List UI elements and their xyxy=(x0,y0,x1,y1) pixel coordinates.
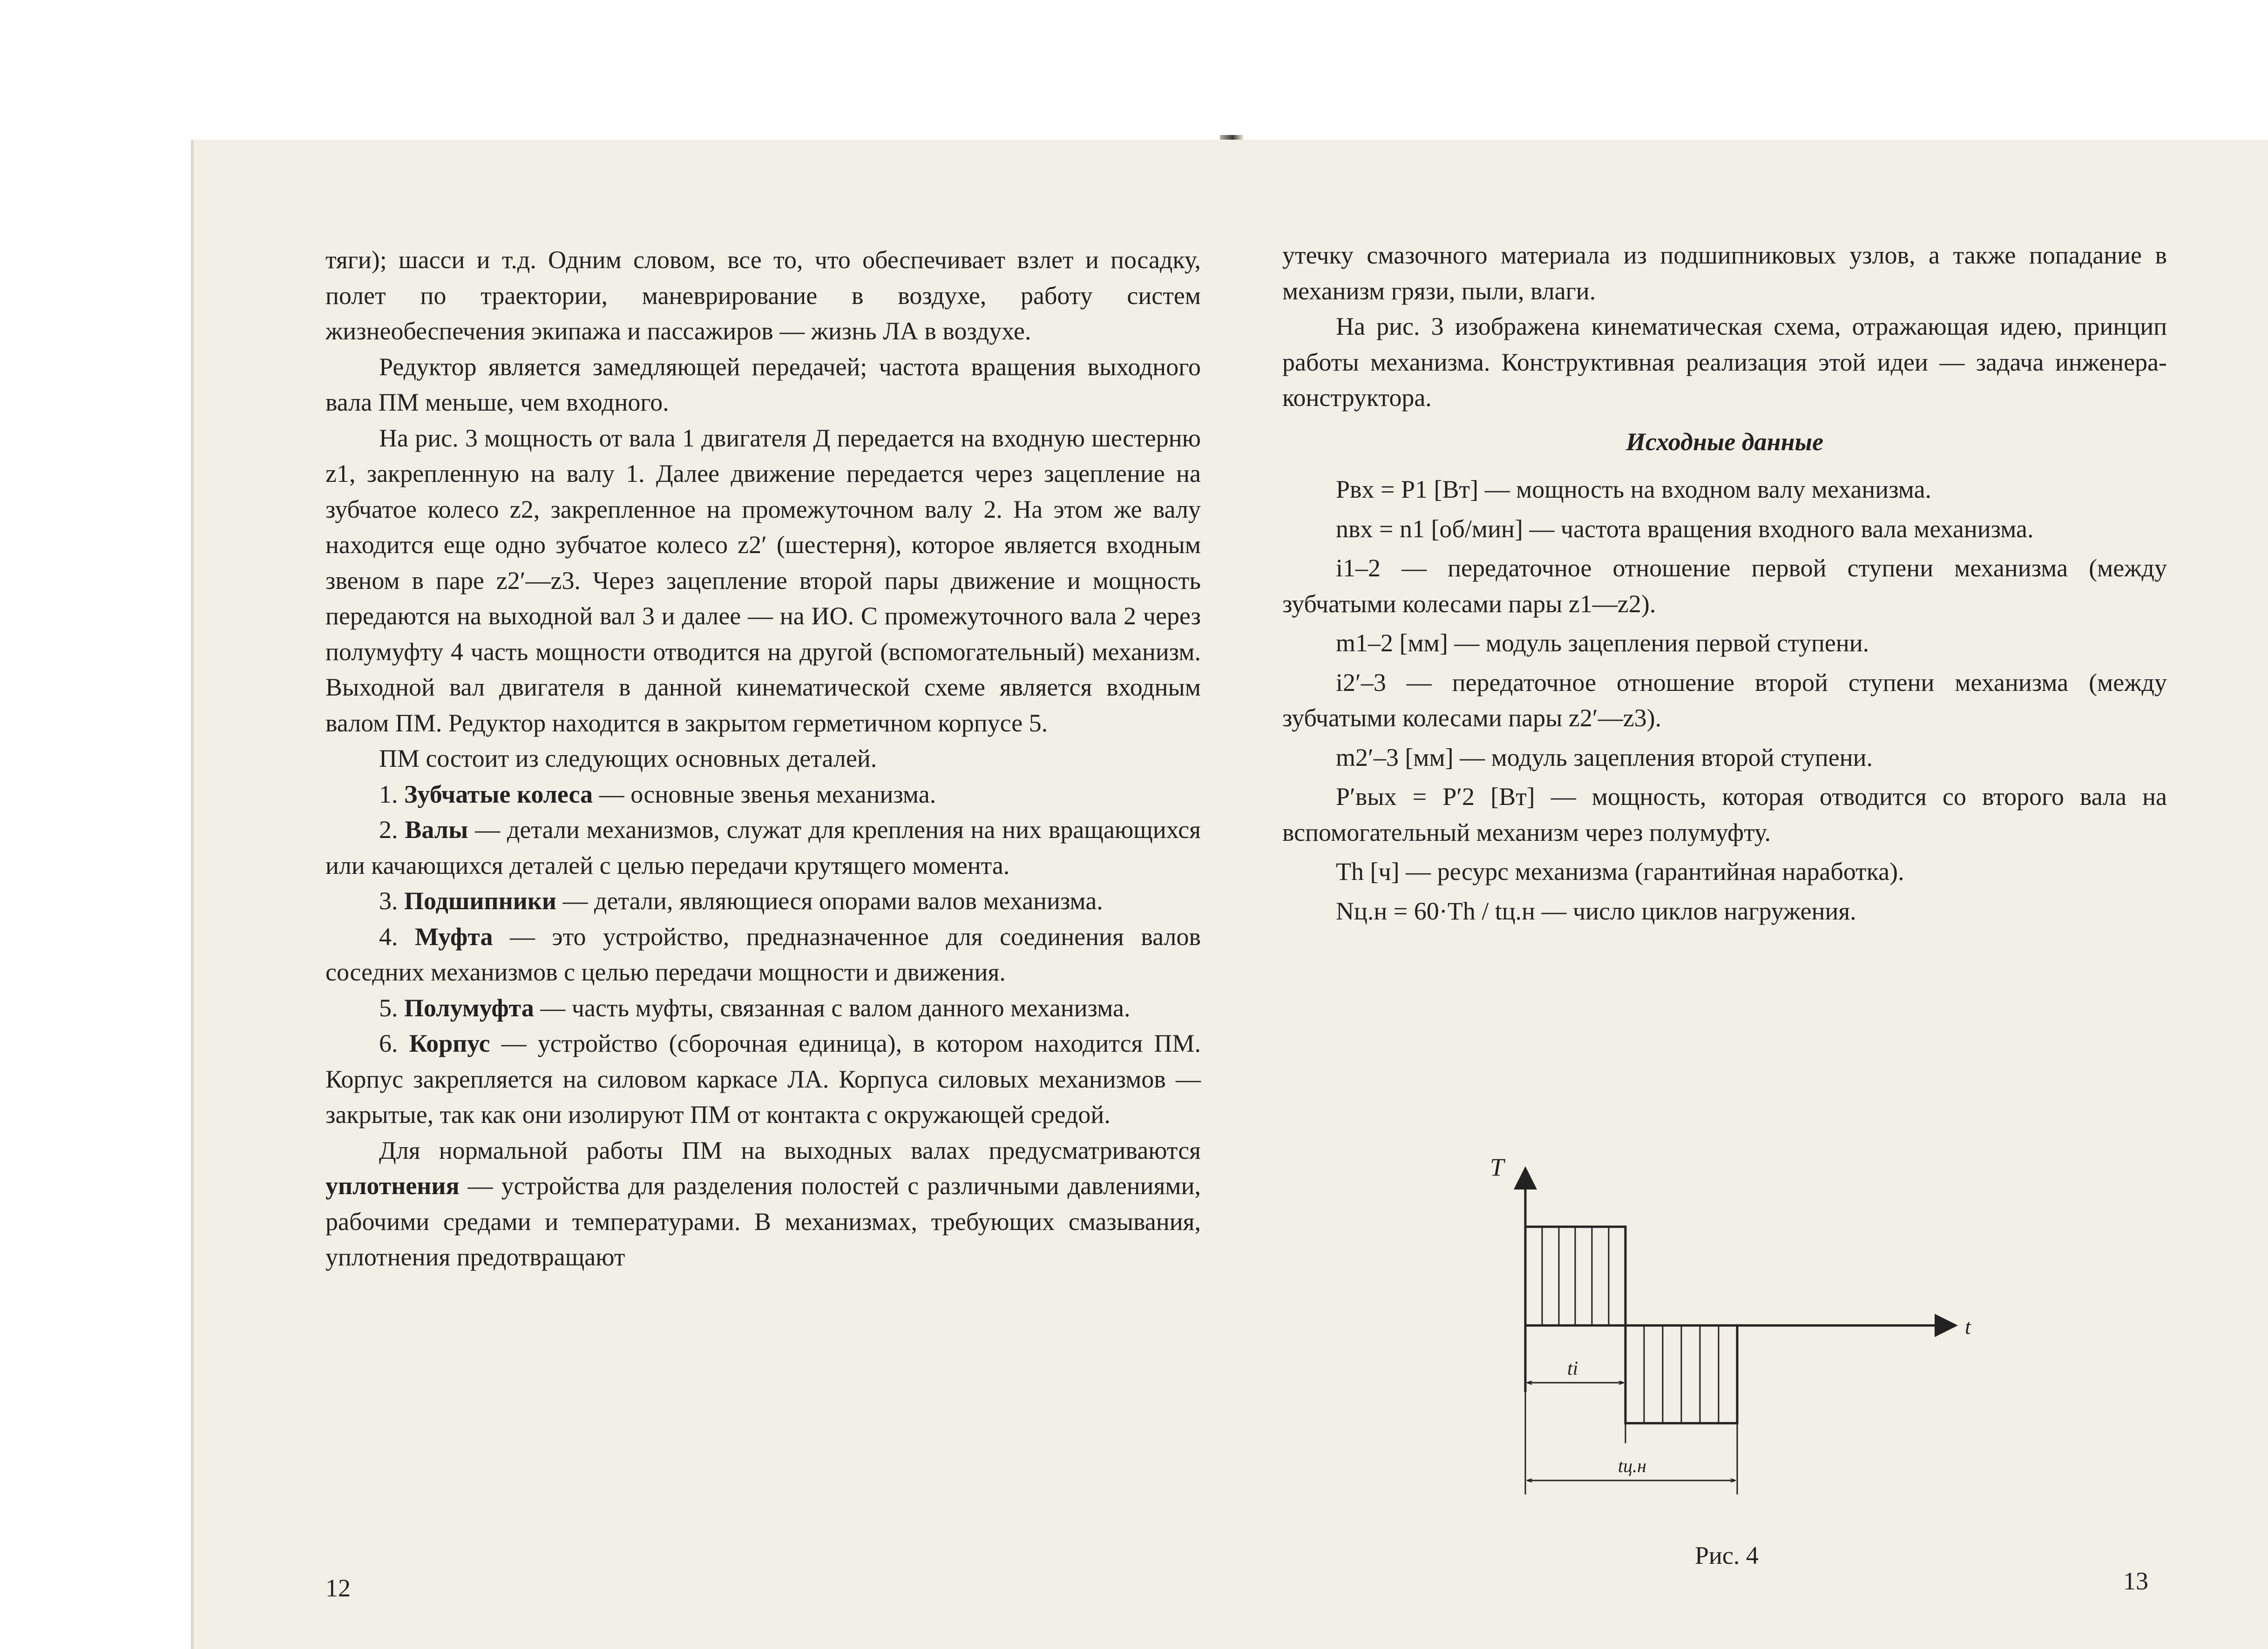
paragraph xyxy=(325,741,1201,777)
section-heading: Исходные данные xyxy=(1625,427,1824,456)
data-item: m1–2 [мм] — модуль зацепления первой ступени. xyxy=(1336,629,1869,657)
data-item: Nц.н = 60·Th / tц.н — число циклов нагружения. xyxy=(1336,897,1856,925)
text-run: 5. xyxy=(379,993,404,1022)
data-item: Pвх = P1 [Вт] — мощность на входном валу механизма. xyxy=(1336,475,1932,503)
x-axis-label: t xyxy=(1965,1315,1971,1338)
text-run: Редуктор является замедляющей передачей; частота вращения выходного вала ПМ меньше, чем входного. xyxy=(325,352,1201,416)
text-run: — детали, являющиеся опорами валов механизма. xyxy=(556,887,1103,915)
text-run: — часть муфты, связанная с валом данного механизма. xyxy=(534,993,1131,1022)
paragraph: На рис. 3 изображена кинематическая схема, отражающая идею, принцип работы механизма. Конструктивная реализация этой идеи — задача инженера-конструктора. xyxy=(1282,312,2167,412)
term-bold: Корпус xyxy=(409,1029,490,1057)
paragraph xyxy=(325,883,1201,919)
term-bold: Подшипники xyxy=(404,887,557,915)
figure-load-cycle xyxy=(1234,140,2268,1649)
left-page-text xyxy=(325,242,1201,1275)
term-bold: Валы xyxy=(405,816,468,844)
y-axis-label: T xyxy=(1490,1153,1504,1181)
paragraph xyxy=(325,919,1201,990)
data-item: Th [ч] — ресурс механизма (гарантийная наработка). xyxy=(1336,858,1904,885)
paragraph xyxy=(325,349,1201,420)
text-run: тяги); шасси и т.д. Одним словом, все то, что обеспечивает взлет и посадку, полет по траектории, маневрирование в воздухе, работу систем жизнеобеспечения экипажа и пассажиров — жизнь ЛА в воздухе. xyxy=(325,246,1201,345)
paragraph xyxy=(325,812,1201,883)
paragraph xyxy=(325,990,1201,1026)
data-item: nвх = n1 [об/мин] — частота вращения входного вала механизма. xyxy=(1336,514,2034,543)
text-run: — детали механизмов, служат для крепления на них вращающихся или качающихся деталей с целью передачи крутящего момента. xyxy=(325,816,1201,879)
text-run: — это устройство, предназначенное для соединения валов соседних механизмов с целью передачи мощности и движения. xyxy=(325,922,1201,986)
text-run: На рис. 3 мощность от вала 1 двигателя Д передается на входную шестерню z1, закрепленную на валу 1. Далее движение передается через зацепление на зубчатое колесо z2, закрепленное на промежуточном валу 2. На этом же валу находится еще одно зубчатое колесо z2′ (шестерня), которое является входным звеном в паре z2′—z3. Через зацепление второй пары движение и мощность передаются на выходной вал 3 и далее — на ИО. С промежуточного вала 2 через полумуфту 4 часть мощности отводится на другой (вспомогательный) механизм. Выходной вал двигателя в данной кинематической схеме является входным валом ПМ. Редуктор находится в закрытом герметичном корпусе 5. xyxy=(325,424,1201,737)
text-run: 4. xyxy=(379,922,415,951)
text-run: Для нормальной работы ПМ на выходных валах предусматриваются xyxy=(379,1136,1201,1164)
paragraph xyxy=(325,1026,1201,1133)
paragraph xyxy=(325,420,1201,741)
positive-hatching xyxy=(1542,1227,1609,1325)
data-item: m2′–3 [мм] — модуль зацепления второй ступени. xyxy=(1336,743,1873,771)
text-run: 3. xyxy=(379,887,404,915)
text-run: — основные звенья механизма. xyxy=(593,780,936,808)
text-run: 2. xyxy=(379,816,405,844)
text-run: ПМ состоит из следующих основных деталей. xyxy=(379,744,877,772)
text-run: 6. xyxy=(379,1029,409,1057)
paragraph xyxy=(325,1133,1201,1275)
right-page xyxy=(1234,140,2268,1649)
paragraph xyxy=(325,242,1201,349)
paragraph xyxy=(325,777,1201,812)
negative-hatching xyxy=(1644,1325,1719,1423)
page-number-right: 13 xyxy=(2123,1567,2148,1595)
term-bold: уплотнения xyxy=(325,1172,460,1200)
page-number-left: 12 xyxy=(325,1574,351,1602)
dim-label-ti: ti xyxy=(1567,1358,1578,1379)
term-bold: Полумуфта xyxy=(404,993,534,1022)
term-bold: Зубчатые колеса xyxy=(404,780,593,808)
paragraph: утечку смазочного материала из подшипниковых узлов, а также попадание в механизм грязи, пыли, влаги. xyxy=(1282,241,2167,305)
dim-label-tcn: tц.н xyxy=(1618,1455,1646,1476)
data-item: i2′–3 — передаточное отношение второй ступени механизма (между зубчатыми колесами пары z2′—z3). xyxy=(1282,668,2167,732)
data-item: P′вых = P′2 [Вт] — мощность, которая отводится со второго вала на вспомогательный механизм через полумуфту. xyxy=(1282,783,2167,846)
text-run: — устройства для разделения полостей с различными давлениями, рабочими средами и температурами. В механизмах, требующих смазывания, уплотнения предотвращают xyxy=(325,1172,1201,1271)
data-item: i1–2 — передаточное отношение первой ступени механизма (между зубчатыми колесами пары z1—z2). xyxy=(1282,554,2167,618)
text-run: 1. xyxy=(379,780,404,808)
left-page xyxy=(191,140,1237,1649)
term-bold: Муфта xyxy=(414,922,493,951)
figure-caption: Рис. 4 xyxy=(1695,1541,1759,1569)
text-run: — устройство (сборочная единица), в котором находится ПМ. Корпус закрепляется на силовом каркасе ЛА. Корпуса силовых механизмов — закрытые, так как они изолируют ПМ от контакта с окружающей средой. xyxy=(325,1029,1201,1129)
